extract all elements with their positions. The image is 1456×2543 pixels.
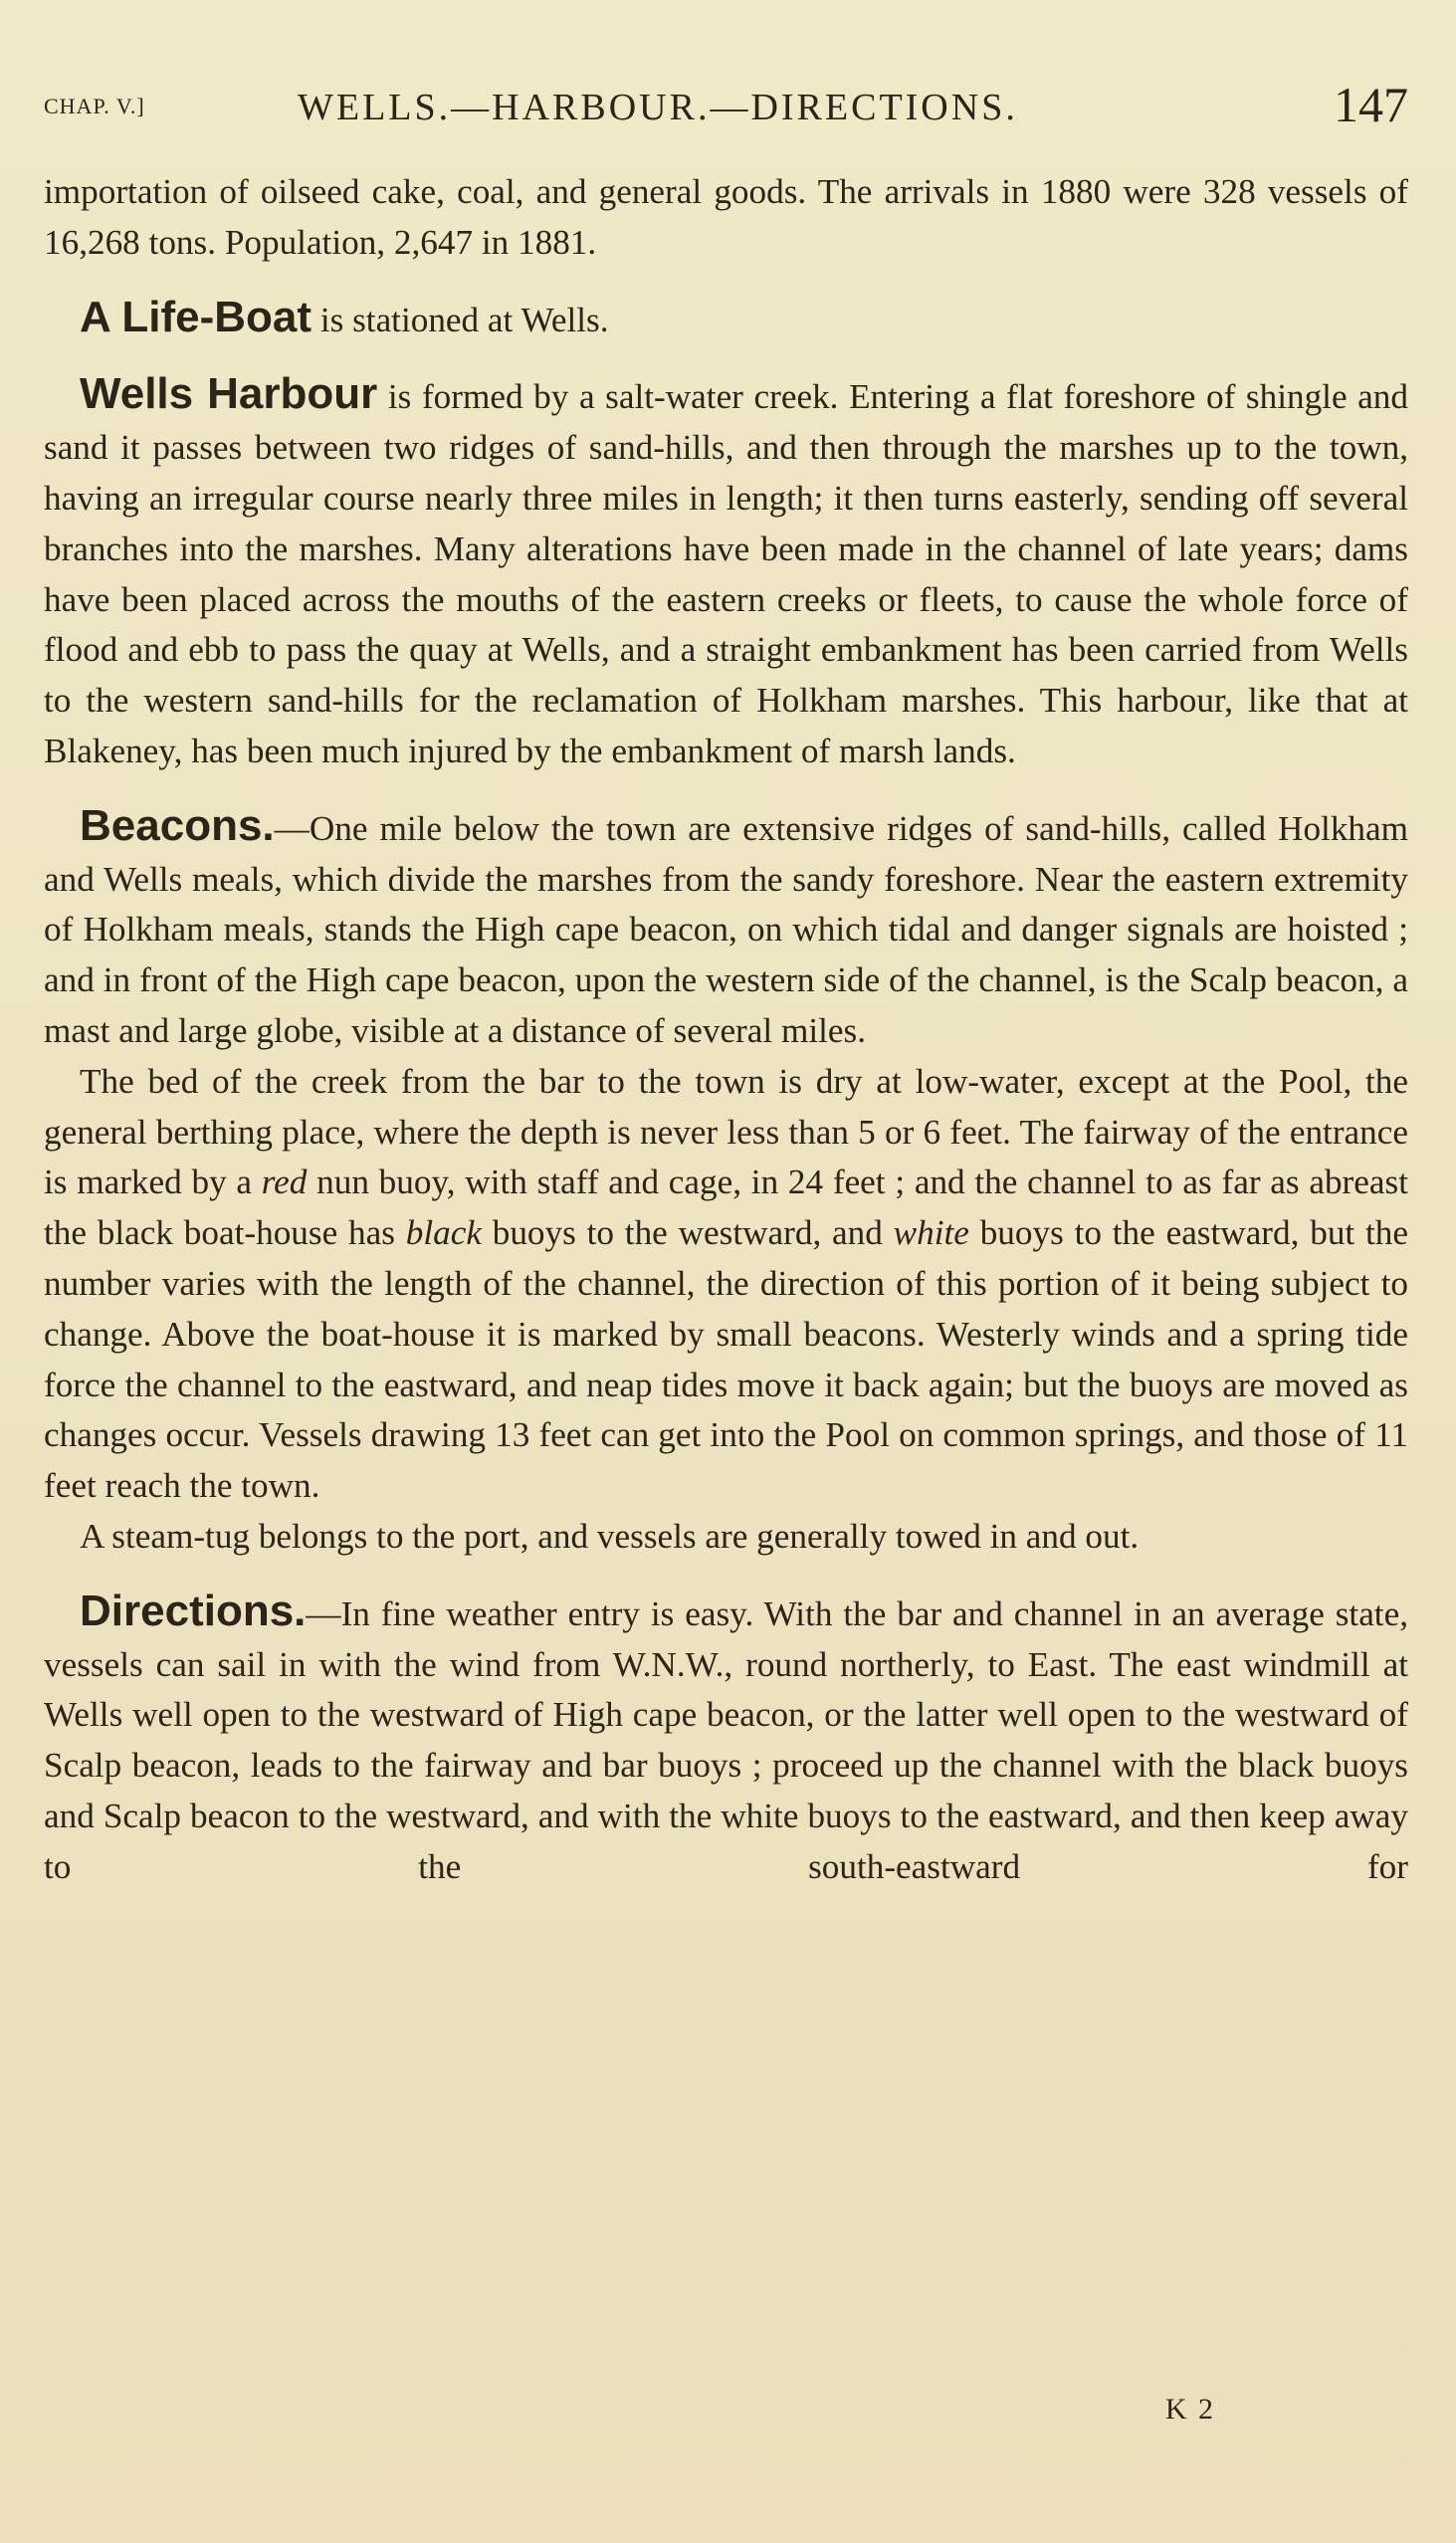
intro-text: importation of oilseed cake, coal, and general goods. The arrivals in 1880 were 328 vessels of 16,268 tons. Population, 2,647 in 1881. [44,172,1408,262]
body-text [44,167,1408,1893]
harbour-paragraph [44,369,1408,776]
directions-heading: Directions. [80,1586,307,1635]
running-header [44,76,1408,135]
directions-paragraph [44,1587,1408,1893]
intro-paragraph [44,167,1408,269]
steam-tug-text: A steam-tug belongs to the port, and vessels are generally towed in and out. [80,1516,1140,1556]
harbour-text: is formed by a salt-water creek. Entering a flat foreshore of shingle and sand it passes between two ridges of sand-hills, and then through the marshes up to the town, having an irregular course nearly three miles in length; it then turns easterly, sending off several branches into the marshes. Many alterations have been made in the channel of late years; dams have been placed across the mouths of the eastern creeks or fleets, to cause the whole force of flood and ebb to pass the quay at Wells, and a straight embankment has been carried from Wells to the western sand-hills for the reclamation of Holkham marshes. This harbour, like that at Blakeney, has been much injured by the embankment of marsh lands. [44,377,1408,770]
chapter-label: CHAP. V.] [44,94,145,118]
creek-bed-text-d: buoys to the eastward, but the number varies with the length of the channel, the direction of this portion of it being subject to change. Above the boat-house it is marked by small beacons. Westerly winds and a spring tide force the channel to the eastward, and neap tides move it back again; but the buoys are moved as changes occur. Vessels drawing 13 feet can get into the Pool on common springs, and those of 11 feet reach the town. [44,1213,1408,1506]
creek-bed-paragraph [44,1057,1408,1512]
signature-mark: K 2 [1164,2393,1215,2426]
steam-tug-paragraph [44,1512,1408,1563]
creek-bed-text-a: The bed of the creek from the bar to the town is dry at low-water, except at the Pool, the general berthing place, where the depth is never less than 5 or 6 feet. The fairway of the entrance is marked by a [44,1061,1408,1202]
creek-bed-text-b: nun buoy, with staff and cage, in 24 feet ; and the channel to as far as abreast the black boat-house has [44,1163,1408,1253]
creek-bed-text-c: buoys to the westward, and [481,1213,894,1253]
white-word: white [893,1213,969,1253]
lifeboat-heading: A Life-Boat [80,292,312,341]
harbour-heading: Wells Harbour [80,369,378,419]
running-title: WELLS.—HARBOUR.—DIRECTIONS. [298,87,1018,128]
directions-text: —In fine weather entry is easy. With the bar and channel in an average state, vessels can sail in with the wind from W.N.W., round northerly, to East. The east windmill at Wells well open to the westward of High cape beacon, or the latter well open to the westward of Scalp beacon, leads to the fairway and bar buoys ; proceed up the channel with the black buoys and Scalp beacon to the westward, and with the white buoys to the eastward, and then keep away to the south-eastward for [44,1593,1408,1886]
beacons-heading: Beacons. [80,800,275,850]
beacons-paragraph [44,801,1408,1057]
lifeboat-paragraph [44,293,1408,346]
page-number: 147 [1334,77,1408,132]
lifeboat-text: is stationed at Wells. [312,300,609,339]
beacons-text: —One mile below the town are extensive ridges of sand-hills, called Holkham and Wells meals, which divide the marshes from the sandy foreshore. Near the eastern extremity of Holkham meals, stands the High cape beacon, on which tidal and danger signals are hoisted ; and in front of the High cape beacon, upon the western side of the channel, is the Scalp beacon, a mast and large globe, visible at a distance of several miles. [44,808,1408,1050]
red-word: red [261,1163,308,1202]
black-word: black [405,1213,482,1253]
